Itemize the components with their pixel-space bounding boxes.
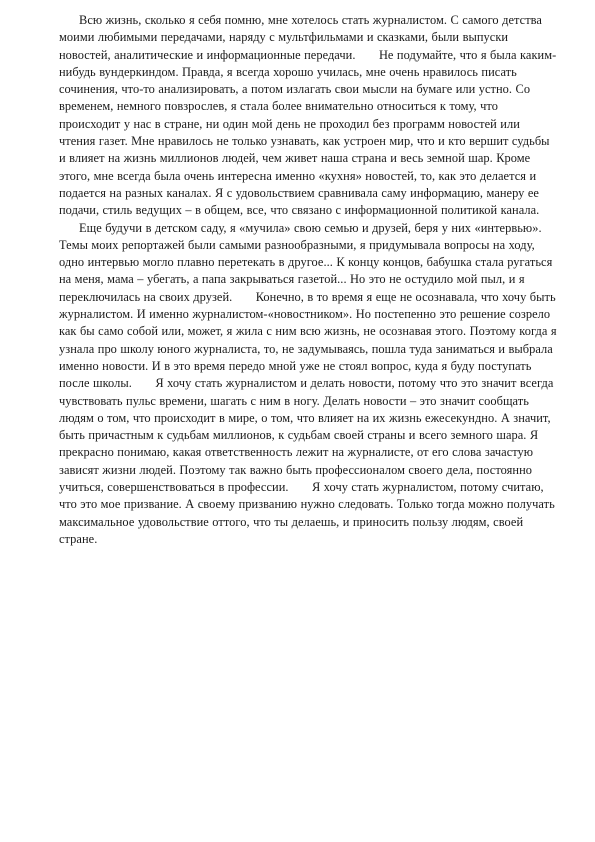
essay-paragraph-1: Всю жизнь, сколько я себя помню, мне хотелось стать журналистом. С самого детства моими любимыми передачами, наряду с мультфильмами и сказками, были выпуски новостей, аналитические и информационные передачи. [59,13,542,62]
essay-paragraph-2: Не подумайте, что я была каким-нибудь вундеркиндом. Правда, я всегда хорошо училась, мне очень нравилось писать сочинения, что-то анализировать, а потом излагать свои мысли на бумаге или устно. Со временем, немного повзрослев, я стала более внимательно относиться к тому, что происходит у нас в стране, ни один мой день не проходил без программ новостей или чтения газет. Мне нравилось не только узнавать, как устроен мир, что и кто вершит судьбы и влияет на жизнь миллионов людей, чем живет наша страна и весь земной шар. Кроме этого, мне всегда была очень интересна именно «кухня» новостей, то, как это делается и подается на разных каналах. Я с удовольствием сравнивала саму информацию, манеру ее подачи, стиль ведущих – в общем, все, что связано с информационной политикой канала. [59,47,557,218]
essay-paragraph-3: Еще будучи в детском саду, я «мучила» свою семью и друзей, беря у них «интервью». Темы моих репортажей были самыми разнообразными, я придумывала вопросы на ходу, одно интервью могло плавно перетекать в другое... К концу концов, бабушка стала ругаться на меня, мама – убегать, а папа закрываться газетой... Но это не остудило мой пыл, и я переключилась на своих друзей. [59,220,553,304]
essay-paragraph-5: Я хочу стать журналистом и делать новости, потому что это значит всегда чувствовать пульс времени, шагать с ним в ногу. Делать новости – это значит сообщать людям о том, что происходит в мире, о том, что влияет на их жизнь ежесекундно. А значит, быть причастным к судьбам миллионов, к судьбам своей страны и всего земного шара. Я прекрасно понимаю, какая ответственность лежит на журналисте, от его слова зачастую зависят жизни людей. Поэтому так важно быть профессионалом своего дела, постоянно учиться, совершенствоваться в профессии. [59,376,554,495]
essay-paragraph-4: Конечно, в то время я еще не осознавала, что хочу быть журналистом. И именно журналистом-«новостником». Но постепенно это решение созрело как бы само собой или, может, я жила с ним всю жизнь, не осознавая этого. Поэтому когда я узнала про школу юного журналиста, то, не задумываясь, пошла туда заниматься и выбрала именно новости. И в это время передо мной уже не стоял вопрос, куда я буду поступать после школы. [59,289,557,391]
essay-paragraph-6: Я хочу стать журналистом, потому считаю, что это мое призвание. А своему призванию нужно следовать. Только тогда можно получать максимальное удовольствие оттого, что ты делаешь, и приносить пользу людям, своей стране. [59,480,555,546]
essay-text-block [59,12,559,548]
